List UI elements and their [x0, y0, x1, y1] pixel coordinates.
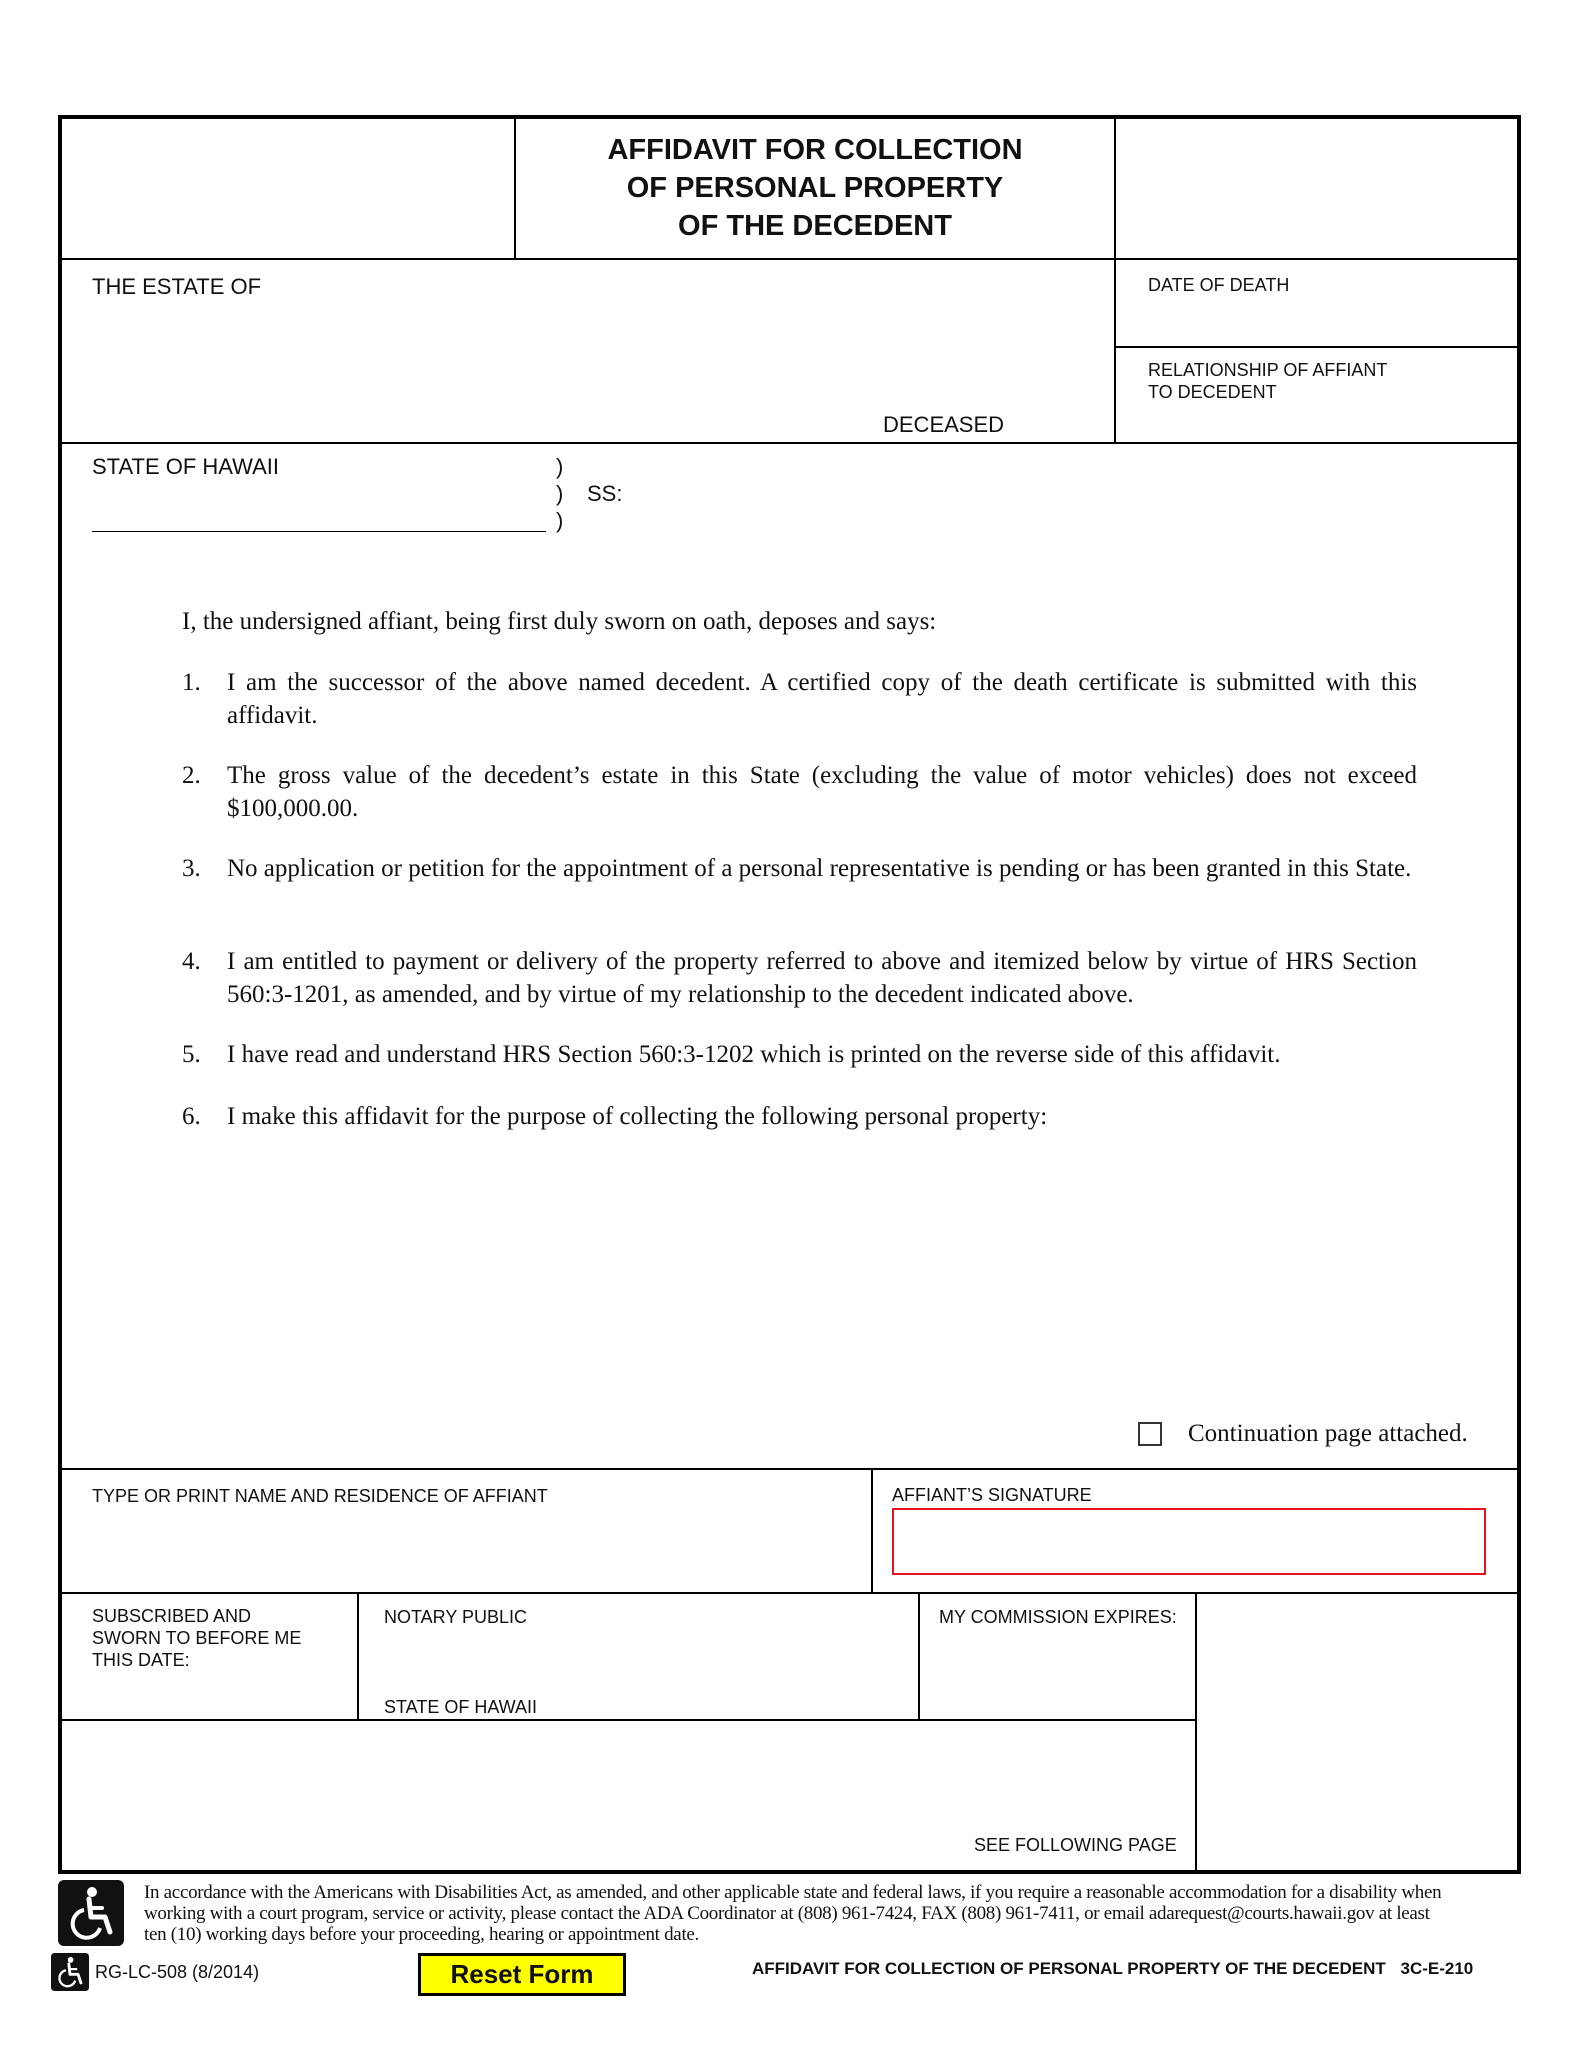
list-item-text: The gross value of the decedent’s estate in this State (excluding the value of motor vehicles) does not exceed $100,000.00. [227, 762, 1417, 822]
ada-notice-line1: In accordance with the Americans with Disabilities Act, as amended, and other applicable state and federal laws, if you require a reasonable accommodation for a disability when [144, 1882, 1442, 1903]
ss-label: SS: [587, 481, 623, 506]
list-item-text: I am the successor of the above named decedent. A certified copy of the death certificate is submitted with this affidavit. [227, 669, 1417, 729]
header-divider-right [1114, 119, 1116, 443]
date-of-death-label: DATE OF DEATH [1148, 275, 1290, 295]
notary-divider-2 [918, 1592, 920, 1720]
estate-of-label: THE ESTATE OF [92, 274, 262, 299]
state-of-hawaii-venue-label: STATE OF HAWAII [92, 454, 279, 479]
subscribed-label [92, 1605, 301, 1671]
relationship-label-line2: TO DECEDENT [1148, 382, 1277, 402]
commission-expires-label: MY COMMISSION EXPIRES: [939, 1607, 1177, 1627]
list-item-text: I am entitled to payment or delivery of the property referred to above and itemized below by virtue of HRS Section 560:3-1201, as amended, and by virtue of my relationship to the decedent indicated above. [227, 948, 1417, 1008]
subscribed-line3: THIS DATE: [92, 1650, 190, 1670]
list-item-number: 6. [182, 1103, 201, 1130]
estate-bottom-rule [62, 442, 1517, 444]
affiant-top-rule [62, 1468, 1517, 1470]
ada-notice-line2: working with a court program, service or activity, please contact the ADA Coordinator at (808) 961-7424, FAX (808) 961-7411, or email adarequest@courts.hawaii.gov at least [144, 1903, 1430, 1924]
ada-notice [144, 1882, 1529, 1945]
footer-form-title-text: AFFIDAVIT FOR COLLECTION OF PERSONAL PROPERTY OF THE DECEDENT [752, 1959, 1386, 1978]
signature-label: AFFIANT’S SIGNATURE [892, 1485, 1092, 1505]
affiant-name-label: TYPE OR PRINT NAME AND RESIDENCE OF AFFIANT [92, 1486, 548, 1506]
notary-public-label: NOTARY PUBLIC [384, 1607, 528, 1627]
list-item-number: 2. [182, 762, 201, 789]
list-item-number: 4. [182, 948, 201, 975]
subscribed-line1: SUBSCRIBED AND [92, 1606, 252, 1626]
list-item-text: I have read and understand HRS Section 560:3-1202 which is printed on the reverse side of this affidavit. [227, 1041, 1281, 1068]
venue-paren-1: ) [556, 454, 564, 479]
footer-form-number: 3C-E-210 [1400, 1959, 1474, 1978]
affidavit-form [58, 115, 1521, 1874]
notary-divider-1 [357, 1592, 359, 1720]
form-title-line2: OF PERSONAL PROPERTY [626, 172, 1004, 204]
header-bottom-rule [62, 258, 1517, 260]
reset-form-button[interactable]: Reset Form [418, 1953, 626, 1996]
list-item-text: I make this affidavit for the purpose of collecting the following personal property: [227, 1103, 1048, 1130]
deceased-label: DECEASED [883, 412, 1005, 437]
relationship-label [1148, 359, 1387, 403]
venue-paren-3: ) [556, 508, 564, 533]
form-title [516, 131, 1114, 245]
list-item-number: 5. [182, 1041, 201, 1068]
relationship-label-line1: RELATIONSHIP OF AFFIANT [1148, 360, 1388, 380]
form-code: RG-LC-508 (8/2014) [95, 1962, 260, 1982]
notary-state-label: STATE OF HAWAII [384, 1697, 537, 1717]
venue-paren-2: ) [556, 481, 564, 506]
list-item-text: No application or petition for the appointment of a personal representative is pending or has been granted in this State. [227, 855, 1412, 882]
affiant-divider [871, 1468, 873, 1593]
notary-bottom-rule [62, 1719, 1197, 1721]
list-item-number: 1. [182, 669, 201, 696]
intro-statement: I, the undersigned affiant, being first duly sworn on oath, deposes and says: [182, 608, 937, 635]
county-underline[interactable] [92, 531, 546, 532]
date-of-death-bottom-rule [1114, 346, 1517, 348]
seal-box-divider [1195, 1592, 1197, 1870]
subscribed-line2: SWORN TO BEFORE ME [92, 1628, 302, 1648]
ada-small-icon [51, 1953, 89, 1991]
continuation-label: Continuation page attached. [1188, 1420, 1468, 1447]
form-title-line1: AFFIDAVIT FOR COLLECTION [607, 134, 1023, 166]
footer-form-title [752, 1958, 1473, 1980]
ada-icon [58, 1880, 124, 1946]
notary-top-rule [62, 1592, 1517, 1594]
see-following-page-label: SEE FOLLOWING PAGE [974, 1835, 1177, 1855]
form-title-line3: OF THE DECEDENT [678, 210, 952, 242]
ada-notice-line3: ten (10) working days before your proceeding, hearing or appointment date. [144, 1924, 700, 1945]
list-item-number: 3. [182, 855, 201, 882]
signature-field[interactable] [892, 1508, 1486, 1575]
continuation-checkbox[interactable] [1138, 1422, 1162, 1446]
